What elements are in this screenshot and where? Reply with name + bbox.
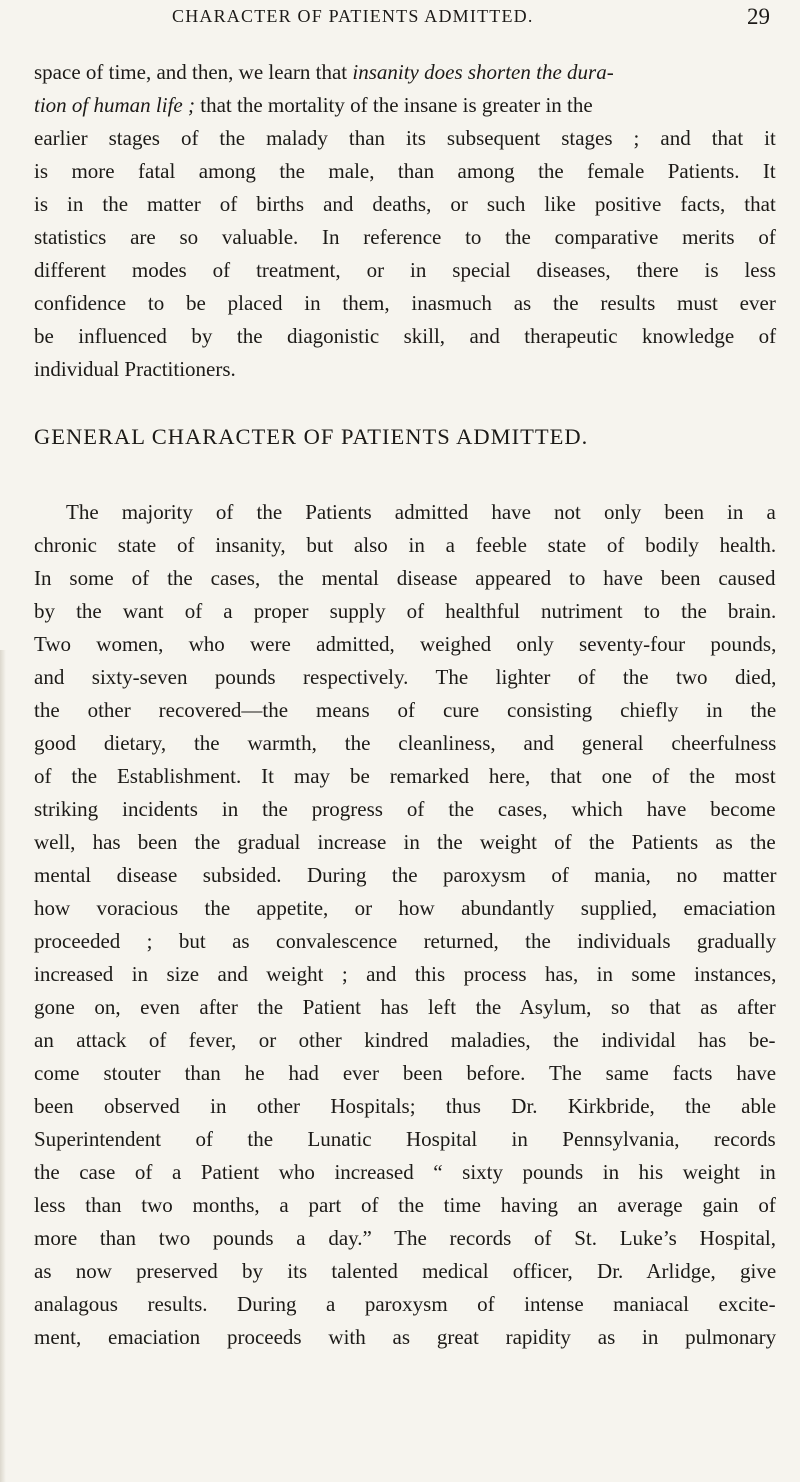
running-header — [0, 6, 800, 32]
text-line: increased in size and weight ; and this process has, in some instances, — [34, 962, 777, 986]
text-line: statistics are so valuable. In reference to the comparative merits of — [34, 225, 776, 249]
text-line: analagous results. During a paroxysm of intense maniacal excite- — [34, 1292, 776, 1316]
text-line: is in the matter of births and deaths, or such like positive facts, that — [34, 192, 776, 216]
running-title: CHARACTER OF PATIENTS ADMITTED. — [172, 6, 534, 26]
text-line: the case of a Patient who increased “ sixty pounds in his weight in — [34, 1160, 776, 1184]
text-line: striking incidents in the progress of the cases, which have become — [34, 797, 776, 821]
text-line: proceeded ; but as convalescence returned, the individuals gradually — [34, 929, 777, 953]
text-line: different modes of treatment, or in special diseases, there is less — [34, 258, 776, 282]
text-line: the other recovered—the means of cure consisting chiefly in the — [34, 698, 777, 722]
text-line: come stouter than he had ever been before. The same facts have — [34, 1061, 777, 1085]
text-line: gone on, even after the Patient has left the Asylum, so that as after — [34, 995, 776, 1019]
page-number: 29 — [747, 4, 770, 29]
section-heading: GENERAL CHARACTER OF PATIENTS ADMITTED. — [34, 424, 589, 449]
text-run: space of time, and then, we learn that — [34, 60, 353, 84]
text-line — [34, 91, 776, 119]
text-line: confidence to be placed in them, inasmuch as the results must ever — [34, 291, 776, 315]
text-line: good dietary, the warmth, the cleanliness, and general cheerfulness — [34, 731, 777, 755]
text-line: well, has been the gradual increase in the weight of the Patients as the — [34, 830, 776, 854]
text-run: that the mortality of the insane is greater in the — [195, 93, 593, 117]
text-line: individual Practitioners. — [34, 357, 236, 381]
text-line: earlier stages of the malady than its subsequent stages ; and that it — [34, 126, 776, 150]
text-line: how voracious the appetite, or how abundantly supplied, emaciation — [34, 896, 776, 920]
text-line: The majority of the Patients admitted have not only been in a — [66, 500, 776, 524]
text-line: ment, emaciation proceeds with as great rapidity as in pulmonary — [34, 1325, 777, 1349]
text-line: as now preserved by its talented medical officer, Dr. Arlidge, give — [34, 1259, 777, 1283]
text-line: be influenced by the diagonistic skill, and therapeutic knowledge of — [34, 324, 777, 348]
text-line: mental disease subsided. During the paroxysm of mania, no matter — [34, 863, 777, 887]
text-line: In some of the cases, the mental disease appeared to have been caused — [34, 566, 776, 590]
text-line: an attack of fever, or other kindred maladies, the individal has be- — [34, 1028, 776, 1052]
text-line: is more fatal among the male, than among the female Patients. It — [34, 159, 776, 183]
text-line: Superintendent of the Lunatic Hospital in Pennsylvania, records — [34, 1127, 776, 1151]
binding-gutter-shadow — [0, 650, 6, 1482]
emphasis-text: insanity does shorten the dura- — [352, 60, 614, 84]
text-line — [34, 58, 776, 86]
text-line: less than two months, a part of the time having an average gain of — [34, 1193, 776, 1217]
text-line: Two women, who were admitted, weighed only seventy-four pounds, — [34, 632, 777, 656]
text-line: more than two pounds a day.” The records of St. Luke’s Hospital, — [34, 1226, 776, 1250]
text-line: and sixty-seven pounds respectively. The lighter of the two died, — [34, 665, 777, 689]
text-line: chronic state of insanity, but also in a feeble state of bodily health. — [34, 533, 777, 557]
text-line: of the Establishment. It may be remarked here, that one of the most — [34, 764, 776, 788]
text-line: been observed in other Hospitals; thus Dr. Kirkbride, the able — [34, 1094, 777, 1118]
emphasis-text: tion of human life ; — [34, 93, 195, 117]
text-line: by the want of a proper supply of healthful nutriment to the brain. — [34, 599, 777, 623]
